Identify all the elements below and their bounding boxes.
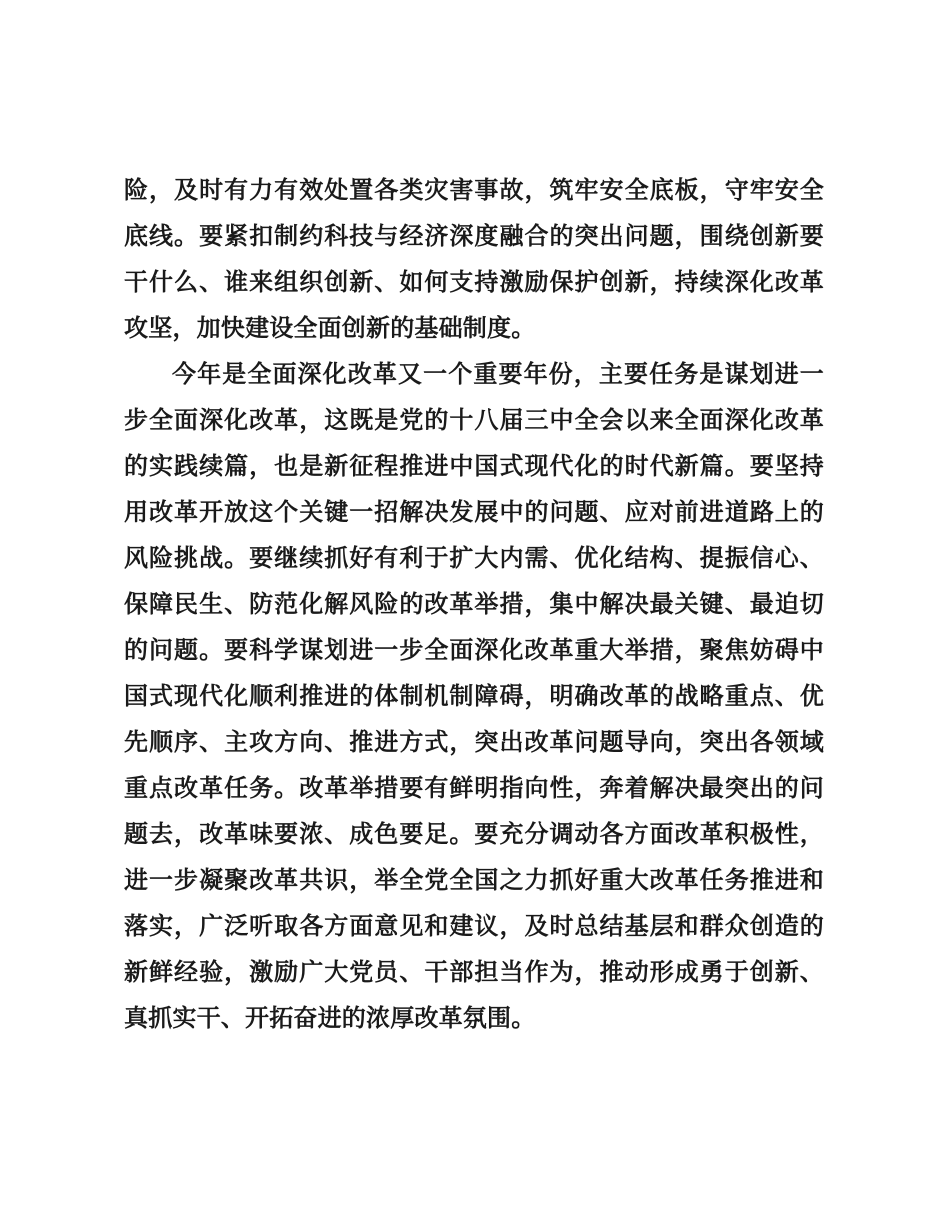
paragraph-1 [124,170,824,354]
text-line: 真抓实干、开拓奋进的浓厚改革氛围。 [124,1004,536,1032]
text-line: 新鲜经验，激励广大党员、干部担当作为，推动形成勇于创新、 [124,958,824,986]
text-line: 进一步凝聚改革共识，举全党全国之力抓好重大改革任务推进和 [124,866,824,894]
text-line: 干什么、谁来组织创新、如何支持激励保护创新，持续深化改革 [124,268,824,296]
text-line: 保障民生、防范化解风险的改革举措，集中解决最关键、最迫切 [124,590,824,618]
text-line: 险，及时有力有效处置各类灾害事故，筑牢安全底板，守牢安全 [124,176,824,204]
text-line: 先顺序、主攻方向、推进方式，突出改革问题导向，突出各领域 [124,728,824,756]
text-line: 攻坚，加快建设全面创新的基础制度。 [124,314,536,342]
text-line: 题去，改革味要浓、成色要足。要充分调动各方面改革积极性， [124,820,824,848]
text-line: 风险挑战。要继续抓好有利于扩大内需、优化结构、提振信心、 [124,544,824,572]
text-line: 落实，广泛听取各方面意见和建议，及时总结基层和群众创造的 [124,912,824,940]
text-line: 重点改革任务。改革举措要有鲜明指向性，奔着解决最突出的问 [124,774,824,802]
text-line: 步全面深化改革，这既是党的十八届三中全会以来全面深化改革 [124,406,824,434]
document-body [124,170,824,1044]
text-line: 国式现代化顺利推进的体制机制障碍，明确改革的战略重点、优 [124,682,824,710]
text-line: 用改革开放这个关键一招解决发展中的问题、应对前进道路上的 [124,498,824,526]
text-line: 的问题。要科学谋划进一步全面深化改革重大举措，聚焦妨碍中 [124,636,824,664]
text-line: 今年是全面深化改革又一个重要年份，主要任务是谋划进一 [172,360,824,388]
paragraph-2 [124,354,824,1044]
text-line: 的实践续篇，也是新征程推进中国式现代化的时代新篇。要坚持 [124,452,824,480]
text-line: 底线。要紧扣制约科技与经济深度融合的突出问题，围绕创新要 [124,222,824,250]
